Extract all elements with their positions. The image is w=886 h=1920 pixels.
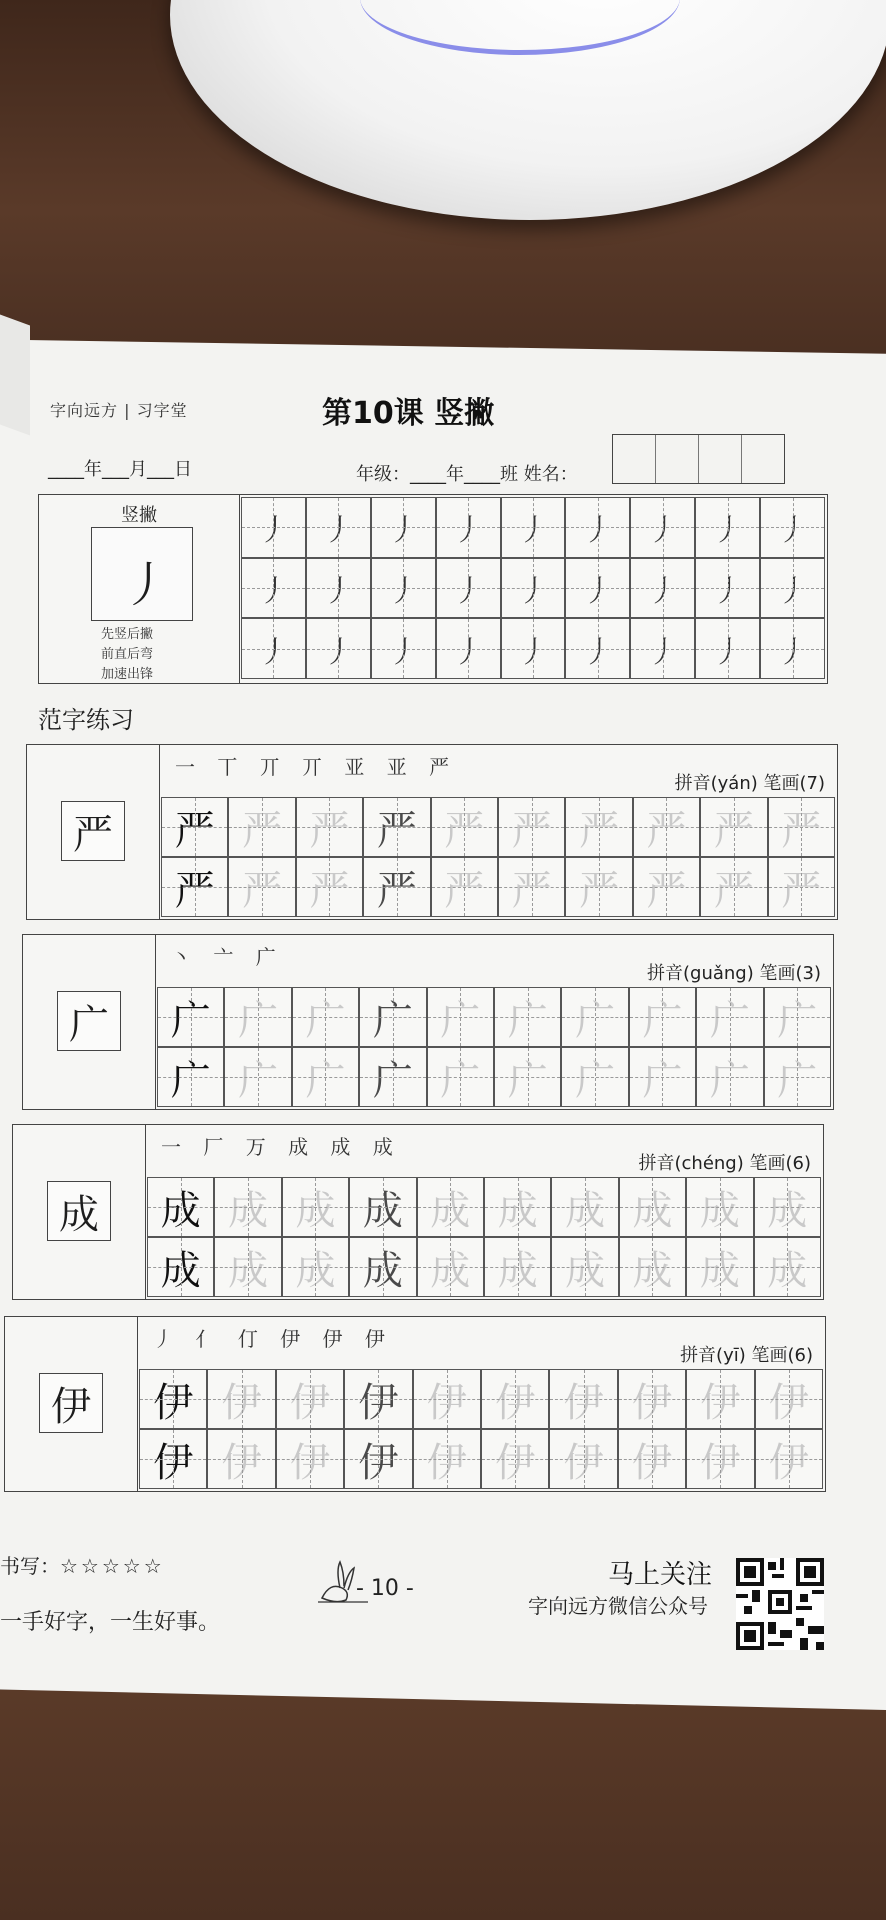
trace-char-cell[interactable]: [207, 1429, 275, 1489]
stroke-count: 笔画(3): [759, 963, 821, 984]
practice-glyph: 广: [575, 1057, 616, 1104]
name-box: [656, 435, 699, 483]
practice-grid: [147, 1177, 821, 1297]
stroke-sample-box: [91, 527, 193, 621]
trace-char-cell[interactable]: [565, 797, 632, 857]
trace-char-cell[interactable]: [481, 1369, 549, 1429]
stroke-order: 丶 亠 广: [171, 945, 284, 969]
stroke-practice-cell[interactable]: [695, 497, 760, 558]
stroke-practice-cell[interactable]: [306, 497, 371, 558]
practice-glyph: 广: [372, 997, 413, 1044]
practice-glyph: 广: [372, 1057, 413, 1104]
practice-glyph: 伊: [495, 1379, 536, 1426]
rating-label: 书写：: [0, 1554, 60, 1578]
char-sample: 广: [57, 991, 121, 1051]
stroke-practice-glyph: 丿: [258, 573, 289, 609]
model-char-cell[interactable]: [147, 1237, 214, 1297]
trace-char-cell[interactable]: [417, 1177, 484, 1237]
practice-glyph: 广: [642, 1057, 683, 1104]
trace-char-cell[interactable]: [755, 1369, 823, 1429]
trace-char-cell[interactable]: [629, 987, 696, 1047]
stroke-practice-cell[interactable]: [630, 497, 695, 558]
stroke-practice-cell[interactable]: [760, 618, 825, 679]
trace-char-cell[interactable]: [686, 1177, 753, 1237]
stroke-sample-glyph: 丿: [122, 557, 171, 613]
trace-char-cell[interactable]: [413, 1429, 481, 1489]
stroke-practice-cell[interactable]: [695, 618, 760, 679]
char-sample-area: [27, 745, 160, 919]
stroke-practice-cell[interactable]: [695, 558, 760, 619]
trace-char-cell[interactable]: [296, 797, 363, 857]
char-sample-area: [5, 1317, 138, 1491]
trace-char-cell[interactable]: [427, 987, 494, 1047]
trace-char-cell[interactable]: [282, 1177, 349, 1237]
char-block-yan: [26, 744, 838, 920]
practice-glyph: 伊: [358, 1379, 399, 1426]
practice-glyph: 成: [160, 1187, 201, 1234]
trace-char-cell[interactable]: [214, 1237, 281, 1297]
trace-char-cell[interactable]: [228, 857, 295, 917]
trace-char-cell[interactable]: [696, 987, 763, 1047]
trace-char-cell[interactable]: [686, 1369, 754, 1429]
stroke-name: 竖撇: [121, 505, 157, 526]
practice-glyph: 成: [295, 1187, 336, 1234]
pinyin: 拼音(yī): [680, 1345, 746, 1366]
practice-glyph: 严: [646, 807, 687, 854]
trace-char-cell[interactable]: [207, 1369, 275, 1429]
stroke-practice-cell[interactable]: [436, 558, 501, 619]
stroke-practice-glyph: 丿: [712, 573, 743, 609]
char-block-yi: [4, 1316, 826, 1492]
char-pinyin-strokes: [675, 769, 825, 795]
trace-char-cell[interactable]: [619, 1237, 686, 1297]
char-sample-area: [13, 1125, 146, 1299]
trace-char-cell[interactable]: [764, 1047, 831, 1107]
model-char-cell[interactable]: [139, 1369, 207, 1429]
trace-char-cell[interactable]: [700, 857, 767, 917]
trace-char-cell[interactable]: [292, 1047, 359, 1107]
trace-char-cell[interactable]: [618, 1369, 686, 1429]
name-box: [699, 435, 742, 483]
practice-glyph: 成: [699, 1187, 740, 1234]
practice-glyph: 广: [575, 997, 616, 1044]
stroke-practice-cell[interactable]: [371, 558, 436, 619]
practice-glyph: 严: [309, 807, 350, 854]
trace-char-cell[interactable]: [768, 857, 835, 917]
stroke-practice-cell[interactable]: [436, 618, 501, 679]
trace-char-cell[interactable]: [359, 1047, 426, 1107]
stroke-count: 笔画(7): [763, 773, 825, 794]
stroke-practice-glyph: 丿: [647, 573, 678, 609]
practice-glyph: 广: [642, 997, 683, 1044]
practice-glyph: 广: [305, 1057, 346, 1104]
trace-char-cell[interactable]: [427, 1047, 494, 1107]
stroke-practice-cell[interactable]: [565, 618, 630, 679]
stroke-practice-cell[interactable]: [306, 618, 371, 679]
practice-glyph: 成: [295, 1247, 336, 1294]
practice-glyph: 成: [565, 1247, 606, 1294]
trace-char-cell[interactable]: [700, 797, 767, 857]
model-char-cell[interactable]: [147, 1177, 214, 1237]
practice-glyph: 严: [781, 867, 822, 914]
trace-char-cell[interactable]: [633, 857, 700, 917]
qr-code-icon: [736, 1558, 824, 1650]
practice-glyph: 严: [511, 807, 552, 854]
practice-glyph: 严: [242, 867, 283, 914]
trace-char-cell[interactable]: [349, 1177, 416, 1237]
stroke-practice-glyph: 丿: [582, 634, 613, 670]
trace-char-cell[interactable]: [498, 797, 565, 857]
model-char-cell[interactable]: [157, 1047, 224, 1107]
class-name-field: 年级：____年____班 姓名：: [356, 464, 578, 485]
practice-glyph: 伊: [426, 1379, 467, 1426]
trace-char-cell[interactable]: [224, 1047, 291, 1107]
trace-char-cell[interactable]: [551, 1237, 618, 1297]
practice-glyph: 严: [511, 867, 552, 914]
stroke-practice-glyph: 丿: [323, 634, 354, 670]
practice-glyph: 伊: [700, 1439, 741, 1486]
practice-glyph: 严: [444, 867, 485, 914]
practice-glyph: 伊: [495, 1439, 536, 1486]
char-pinyin-strokes: [639, 1149, 812, 1175]
practice-glyph: 严: [174, 807, 215, 854]
char-block-cheng: [12, 1124, 824, 1300]
trace-char-cell[interactable]: [619, 1177, 686, 1237]
practice-glyph: 广: [507, 997, 548, 1044]
stroke-practice-cell[interactable]: [501, 558, 566, 619]
practice-glyph: 广: [440, 997, 481, 1044]
char-block-guang: [22, 934, 834, 1110]
trace-char-cell[interactable]: [224, 987, 291, 1047]
practice-glyph: 伊: [768, 1379, 809, 1426]
name-boxes: [612, 434, 785, 484]
stroke-order: 一 丅 丌 丌 亚 亚 严: [175, 755, 458, 779]
stroke-hint: 加速出锋: [101, 667, 154, 682]
char-sample: 伊: [39, 1373, 103, 1433]
stroke-practice-cell[interactable]: [371, 618, 436, 679]
practice-glyph: 广: [170, 1057, 211, 1104]
stroke-practice-glyph: 丿: [453, 573, 484, 609]
practice-glyph: 成: [228, 1247, 269, 1294]
stroke-practice-glyph: 丿: [258, 634, 289, 670]
desk-background-bottom: [0, 1690, 886, 1920]
stroke-practice-cell[interactable]: [760, 497, 825, 558]
practice-glyph: 广: [777, 997, 818, 1044]
model-char-cell[interactable]: [161, 857, 228, 917]
trace-char-cell[interactable]: [413, 1369, 481, 1429]
follow-subtitle: 字向远方微信公众号: [528, 1594, 708, 1618]
stroke-practice-glyph: 丿: [388, 573, 419, 609]
stroke-practice-glyph: 丿: [388, 513, 419, 549]
stroke-practice-glyph: 丿: [388, 634, 419, 670]
practice-glyph: 严: [174, 867, 215, 914]
stroke-count: 笔画(6): [751, 1345, 813, 1366]
practice-glyph: 广: [238, 997, 279, 1044]
trace-char-cell[interactable]: [754, 1237, 821, 1297]
stroke-practice-glyph: 丿: [647, 634, 678, 670]
stroke-count: 笔画(6): [749, 1153, 811, 1174]
practice-glyph: 伊: [563, 1439, 604, 1486]
practice-glyph: 伊: [563, 1379, 604, 1426]
practice-glyph: 严: [579, 867, 620, 914]
section-title: 范字练习: [38, 706, 134, 734]
practice-glyph: 成: [362, 1247, 403, 1294]
stroke-practice-grid: [241, 497, 825, 679]
trace-char-cell[interactable]: [344, 1369, 412, 1429]
stroke-order: 丿 亻 仃 伊 伊 伊: [153, 1327, 393, 1351]
trace-char-cell[interactable]: [484, 1177, 551, 1237]
trace-char-cell[interactable]: [282, 1237, 349, 1297]
practice-glyph: 成: [228, 1187, 269, 1234]
trace-char-cell[interactable]: [494, 1047, 561, 1107]
stroke-practice-glyph: 丿: [777, 573, 808, 609]
practice-glyph: 伊: [153, 1439, 194, 1486]
trace-char-cell[interactable]: [551, 1177, 618, 1237]
practice-glyph: 成: [565, 1187, 606, 1234]
trace-char-cell[interactable]: [549, 1369, 617, 1429]
char-sample: 严: [61, 801, 125, 861]
stroke-practice-cell[interactable]: [565, 558, 630, 619]
page-number: - 10 -: [356, 1576, 414, 1601]
practice-glyph: 伊: [768, 1439, 809, 1486]
rating-row: [0, 1550, 165, 1579]
practice-glyph: 广: [709, 1057, 750, 1104]
trace-char-cell[interactable]: [417, 1237, 484, 1297]
practice-glyph: 伊: [221, 1439, 262, 1486]
pinyin: 拼音(guǎng): [647, 963, 754, 984]
stroke-practice-glyph: 丿: [453, 513, 484, 549]
pinyin: 拼音(chéng): [638, 1153, 744, 1174]
practice-glyph: 伊: [221, 1379, 262, 1426]
stroke-practice-cell[interactable]: [371, 497, 436, 558]
trace-char-cell[interactable]: [344, 1429, 412, 1489]
trace-char-cell[interactable]: [686, 1237, 753, 1297]
stroke-practice-glyph: 丿: [777, 513, 808, 549]
char-pinyin-strokes: [680, 1341, 813, 1367]
date-field: ____年___月___日: [48, 459, 192, 480]
trace-char-cell[interactable]: [292, 987, 359, 1047]
stroke-practice-glyph: 丿: [323, 513, 354, 549]
practice-glyph: 广: [777, 1057, 818, 1104]
stroke-practice-cell[interactable]: [565, 497, 630, 558]
stroke-practice-glyph: 丿: [517, 634, 548, 670]
trace-char-cell[interactable]: [629, 1047, 696, 1107]
stroke-practice-glyph: 丿: [712, 634, 743, 670]
trace-char-cell[interactable]: [481, 1429, 549, 1489]
trace-char-cell[interactable]: [764, 987, 831, 1047]
stroke-practice-glyph: 丿: [258, 513, 289, 549]
practice-glyph: 严: [579, 807, 620, 854]
practice-glyph: 广: [238, 1057, 279, 1104]
model-char-cell[interactable]: [161, 797, 228, 857]
stroke-practice-cell[interactable]: [306, 558, 371, 619]
practice-glyph: 成: [160, 1247, 201, 1294]
trace-char-cell[interactable]: [349, 1237, 416, 1297]
practice-glyph: 成: [632, 1247, 673, 1294]
follow-title: 马上关注: [608, 1560, 713, 1590]
stroke-practice-cell[interactable]: [760, 558, 825, 619]
stroke-practice-cell[interactable]: [241, 558, 306, 619]
practice-glyph: 伊: [700, 1379, 741, 1426]
trace-char-cell[interactable]: [276, 1369, 344, 1429]
practice-glyph: 广: [305, 997, 346, 1044]
char-sample-area: [23, 935, 156, 1109]
practice-glyph: 成: [430, 1247, 471, 1294]
lesson-title: 第10课 竖撇: [322, 396, 495, 431]
stroke-practice-cell[interactable]: [630, 558, 695, 619]
practice-glyph: 伊: [631, 1439, 672, 1486]
stroke-hint: 前直后弯: [101, 647, 154, 662]
motto: 一手好字，一生好事。: [0, 1610, 221, 1635]
practice-glyph: 广: [440, 1057, 481, 1104]
trace-char-cell[interactable]: [696, 1047, 763, 1107]
trace-char-cell[interactable]: [214, 1177, 281, 1237]
practice-glyph: 严: [444, 807, 485, 854]
stroke-practice-glyph: 丿: [647, 513, 678, 549]
practice-glyph: 严: [713, 867, 754, 914]
practice-glyph: 严: [242, 807, 283, 854]
practice-glyph: 严: [376, 867, 417, 914]
stroke-practice-cell[interactable]: [241, 618, 306, 679]
trace-char-cell[interactable]: [296, 857, 363, 917]
trace-char-cell[interactable]: [633, 797, 700, 857]
practice-glyph: 成: [632, 1187, 673, 1234]
brand-logo-text: 字向远方 | 习字堂: [50, 401, 188, 420]
trace-char-cell[interactable]: [618, 1429, 686, 1489]
stroke-practice-glyph: 丿: [712, 513, 743, 549]
practice-glyph: 伊: [153, 1379, 194, 1426]
trace-char-cell[interactable]: [484, 1237, 551, 1297]
practice-grid: [157, 987, 831, 1107]
stroke-practice-glyph: 丿: [777, 634, 808, 670]
practice-glyph: 广: [709, 997, 750, 1044]
name-box: [613, 435, 656, 483]
stroke-practice-glyph: 丿: [582, 513, 613, 549]
trace-char-cell[interactable]: [755, 1429, 823, 1489]
practice-glyph: 严: [309, 867, 350, 914]
stroke-hints: [101, 625, 153, 685]
practice-glyph: 成: [767, 1247, 808, 1294]
trace-char-cell[interactable]: [561, 987, 628, 1047]
practice-glyph: 成: [497, 1187, 538, 1234]
stroke-demo-block: [38, 494, 828, 684]
practice-glyph: 伊: [358, 1439, 399, 1486]
stroke-practice-cell[interactable]: [501, 618, 566, 679]
pinyin: 拼音(yán): [674, 773, 758, 794]
stroke-practice-glyph: 丿: [517, 573, 548, 609]
stroke-practice-cell[interactable]: [241, 497, 306, 558]
trace-char-cell[interactable]: [431, 857, 498, 917]
stroke-practice-glyph: 丿: [517, 513, 548, 549]
stroke-practice-cell[interactable]: [436, 497, 501, 558]
practice-glyph: 成: [699, 1247, 740, 1294]
stroke-demo-info: [39, 495, 240, 683]
trace-char-cell[interactable]: [359, 987, 426, 1047]
practice-glyph: 严: [713, 807, 754, 854]
trace-char-cell[interactable]: [228, 797, 295, 857]
trace-char-cell[interactable]: [768, 797, 835, 857]
trace-char-cell[interactable]: [686, 1429, 754, 1489]
practice-glyph: 伊: [289, 1439, 330, 1486]
practice-glyph: 严: [781, 807, 822, 854]
practice-glyph: 伊: [631, 1379, 672, 1426]
trace-char-cell[interactable]: [561, 1047, 628, 1107]
model-char-cell[interactable]: [157, 987, 224, 1047]
trace-char-cell[interactable]: [363, 797, 430, 857]
char-pinyin-strokes: [647, 959, 821, 985]
page-curl: [0, 315, 30, 436]
trace-char-cell[interactable]: [565, 857, 632, 917]
char-sample: 成: [47, 1181, 111, 1241]
trace-char-cell[interactable]: [549, 1429, 617, 1489]
practice-glyph: 成: [362, 1187, 403, 1234]
stroke-practice-glyph: 丿: [582, 573, 613, 609]
stroke-hint: 先竖后撇: [101, 627, 154, 642]
model-char-cell[interactable]: [139, 1429, 207, 1489]
stroke-practice-glyph: 丿: [323, 573, 354, 609]
practice-grid: [139, 1369, 823, 1489]
practice-glyph: 成: [497, 1247, 538, 1294]
trace-char-cell[interactable]: [431, 797, 498, 857]
stroke-practice-cell[interactable]: [501, 497, 566, 558]
practice-glyph: 伊: [289, 1379, 330, 1426]
practice-glyph: 伊: [426, 1439, 467, 1486]
trace-char-cell[interactable]: [498, 857, 565, 917]
trace-char-cell[interactable]: [276, 1429, 344, 1489]
stroke-practice-cell[interactable]: [630, 618, 695, 679]
practice-glyph: 成: [767, 1187, 808, 1234]
practice-grid: [161, 797, 835, 917]
practice-glyph: 成: [430, 1187, 471, 1234]
name-box: [742, 435, 784, 483]
trace-char-cell[interactable]: [754, 1177, 821, 1237]
stroke-practice-glyph: 丿: [453, 634, 484, 670]
trace-char-cell[interactable]: [494, 987, 561, 1047]
practice-glyph: 严: [376, 807, 417, 854]
star-rating-icons: ☆☆☆☆☆: [60, 1554, 165, 1578]
practice-glyph: 广: [170, 997, 211, 1044]
trace-char-cell[interactable]: [363, 857, 430, 917]
stroke-order: 一 厂 万 成 成 成: [161, 1135, 401, 1159]
practice-glyph: 广: [507, 1057, 548, 1104]
practice-glyph: 严: [646, 867, 687, 914]
